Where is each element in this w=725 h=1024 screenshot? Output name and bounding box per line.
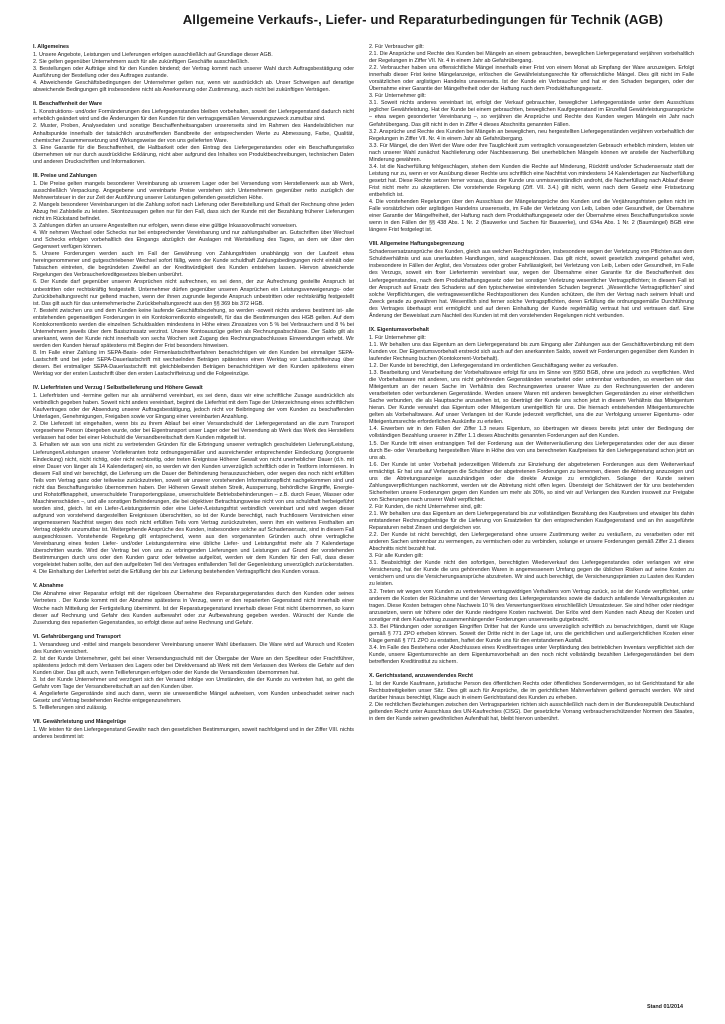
section-heading: V. Abnahme [33, 583, 64, 590]
section-heading: II. Beschaffenheit der Ware [33, 101, 102, 108]
clause-paragraph: 3. Zahlungen dürfen an unsere Angestellten nur erfolgen, wenn diese eine gültige Inkassovollmacht vorweisen. [33, 223, 298, 230]
clause-paragraph: 2. Die rechtlichen Beziehungen zwischen den Vertragsparteien richten sich ausschließlich nach dem in der Bundesrepublik Deutschland geltenden Recht unter Ausschluss des UN-Kaufrechtes (CISG). Der gesetzliche Vorrang verbraucherschützender Normen des Staates, in dem der Kunde seinen gewöhnlichen Aufenthalt hat, bleibt hiervon unberührt. [369, 702, 694, 723]
clause-paragraph: 1.6. Der Kunde ist unter Vorbehalt jederzeitigen Widerrufs zur Einziehung der abgetretenen Forderungen aus dem Weiterverkauf ermächtigt. Er hat uns auf Verlangen die Schuldner der abgetretenen Forderungen zu benennen, diesen die Abtretung anzuzeigen und uns die Abtretungsanzeige auszuhändigen oder die direkte Anzeige zu ermöglichen. Solange der Kunde seinen Zahlungsverpflichtungen nachkommt, werden wir die Abtretung nicht offen legen. Übersteigt der Schätzwert der für uns bestehenden Sicherheiten unsere Forderungen gegen den Kunden um mehr als 30%, so sind wir auf Verlangen des Kunden insoweit zur Freigabe von Sicherungen nach unserer Wahl verpflichtet. [369, 461, 694, 503]
clause-paragraph: 1. Die Preise gelten mangels besonderer Vereinbarung ab unserem Lager oder bei Versendung vom Herstellerwerk aus ab Werk, ausschließlich Verpackung. Angegebene und vereinbarte Preise verstehen sich Unternehmern gegenüber netto zuzüglich der Mehrwertsteuer in der zur Zeit der Ausführung unserer Leistungen geltenden gesetzlichen Höhe. [33, 180, 354, 201]
clause-paragraph: 3.3. Für Mängel, die den Wert der Ware oder ihre Tauglichkeit zum vertraglich vorausgesetzten Gebrauch erheblich mindern, leisten wir nach unserer Wahl zunächst Nachlieferung oder Nachbesserung. Bei unerheblichen Mängeln können wir anstelle der Nacherfüllung Minderung gewähren. [369, 142, 694, 163]
clause-paragraph: 1.1. Wir behalten uns das Eigentum an dem Liefergegenstand bis zum Eingang aller Zahlungen aus der Geschäftsverbindung mit dem Kunden vor. Der Eigentumsvorbehalt erstreckt sich auch auf den anerkannten Saldo, soweit wir Forderungen gegenüber dem Kunden in laufender Rechnung buchen (Kontokorrent-Vorbehalt). [369, 341, 694, 362]
clause-paragraph: 1.5. Der Kunde tritt einen erstrangigen Teil der Forderung aus der Weiterveräußerung des Liefergegenstandes oder der aus dieser durch Be- oder Verarbeitung hergestellten Ware in Höhe des von uns berechneten Kaufpreises für den Liefergegenstand schon jetzt an uns ab. [369, 440, 694, 461]
clause-paragraph: 1.2. Der Kunde ist berechtigt, den Liefergegenstand im ordentlichen Geschäftsgang weiter zu verkaufen. [369, 363, 619, 370]
page-title: Allgemeine Verkaufs-, Liefer- und Reparaturbedingungen für Technik (AGB) [182, 12, 663, 27]
clause-paragraph: 6. Der Kunde darf gegenüber unseren Ansprüchen nicht aufrechnen, es sei denn, der zur Aufrechnung gestellte Anspruch ist unbestritten oder rechtskräftig festgestellt. Unternehmer dürfen gegenüber unseren Ansprüchen ein Leistungsverweigerungs- oder Zurückbehaltungsrecht nur geltend machen, wenn der ihnen zugrunde liegende Anspruch unbestritten oder rechtskräftig festgestellt ist. Das gilt auch für das unternehmerische Zurückbehaltungsrecht aus den §§ 369 bis 372 HGB. [33, 279, 354, 307]
clause-paragraph: 2.2. Der Kunde ist nicht berechtigt, den Liefergegenstand ohne unsere Zustimmung weiter zu veräußern, zu verarbeiten oder mit anderen Sachen untrennbar zu vermengen, zu vermischen oder zu verbinden, solange er unsere Forderungen gemäß Ziffer 2.1 dieses Abschnitts nicht bezahlt hat. [369, 532, 694, 553]
clause-paragraph: 4. Wir nehmen Wechsel oder Schecks nur bei entsprechender Vereinbarung und nur zahlungshalber an. Gutschriften über Wechsel und Schecks erfolgen vorbehaltlich des Eingangs abzüglich der Auslagen mit Wertstellung des Tages, an dem wir über den Gegenwert verfügen können. [33, 230, 354, 251]
clause-paragraph: 2. Die Lieferzeit ist eingehalten, wenn bis zu ihrem Ablauf bei einer Versandschuld der Liefergegenstand an die zum Transport vorgesehene Person übergeben wurde, oder bei Eigentransport unser Lager oder bei Versendung ab Werk das Werk des Herstellers verlassen hat oder bei einer Holschuld die Versandbereitschaft dem Kunden mitgeteilt ist. [33, 421, 354, 442]
clause-paragraph: 3.3. Bei Pfändungen oder sonstigen Eingriffen Dritter hat der Kunde uns unverzüglich schriftlich zu benachrichtigen, damit wir Klage gemäß § 771 ZPO erheben können. Soweit der Dritte nicht in der Lage ist, uns die gerichtlichen und außergerichtlichen Kosten einer Klage gemäß § 771 ZPO zu erstatten, haftet der Kunde uns für den entstandenen Ausfall. [369, 623, 694, 644]
clause-paragraph: 4. Angelieferte Gegenstände sind auch dann, wenn sie unwesentliche Mängel aufweisen, vom Kunden unbeschadet seiner nach Gesetz und Vertrag bestehenden Rechte entgegenzunehmen. [33, 691, 354, 705]
section-heading: VI. Gefahrübergang und Transport [33, 633, 121, 640]
clause-paragraph: 1. Ist der Kunde Kaufmann, juristische Person des öffentlichen Rechts oder öffentliches Sondervermögen, so ist Gerichtsstand für alle Rechtsstreitigkeiten unser Sitz. Dies gilt auch für Ansprüche, die im gerichtlichen Mahnverfahren geltend gemacht werden. Wir sind darüber hinaus berechtigt, Klage auch in einem Gerichtsstand des Kunden zu erheben. [369, 681, 694, 702]
clause-paragraph: 3.4. Im Falle des Bestehens oder Abschlusses eines Kreditvertrages unter Verpfändung des betrieblichen Inventars verpflichtet sich der Kunde, unsere Eigentumsrechte an dem Eigentumsvorbehalt an den noch nicht vollständig bezahlten Liefergegenständen bei dem betreffenden Kreditinstitut zu sichern. [369, 644, 694, 665]
clause-paragraph: 2. Mangels besonderer Vereinbarungen ist die Zahlung sofort nach Lieferung oder Bereitstellung und Erhalt der Rechnung ohne jeden Abzug frei Zahlstelle zu leisten. Skontozusagen gelten nur für den Fall, dass sich der Kunde mit der Bezahlung früherer Lieferungen nicht im Rückstand befindet. [33, 201, 354, 223]
clause-paragraph: 3. Ist der Kunde Unternehmer und verzögert sich der Versand infolge von Umständen, die der Kunde zu vertreten hat, so geht die Gefahr vom Tage der Versandbereitschaft an auf den Kunden über. [33, 676, 354, 690]
clause-paragraph: 3.2. Treten wir wegen vom Kunden zu vertretenen vertragswidrigen Verhaltens vom Vertrag zurück, so ist der Kunde verpflichtet, unter anderem die Kosten der Rücknahme und der Verwertung des Liefergegenstandes sowie die dadurch anfallende Verwaltungskosten zu tragen. Diese Kosten betragen ohne Nachweis 10 % des Verwertungserlöses einschließlich Umsatzsteuer. Sie sind höher oder niedriger anzusetzen, wenn wir höhere oder der Kunde niedrigere Kosten nachweist. Der Erlös wird dem Kunden nach Abzug der Kosten und sonstiger mit dem Kaufvertrag zusammenhängender Forderungen unsererseits gutgebracht. [369, 588, 694, 623]
clause-paragraph: 1. Lieferfristen und -termine gelten nur als annähernd vereinbart, es sei denn, dass wir eine schriftliche Zusage ausdrücklich als verbindlich gegeben haben. Soweit nicht anders vereinbart, beginnt die Lieferfrist mit dem Tage der Unterzeichnung eines schriftlichen Kaufvertrages oder der Absendung unserer Auftragsbestätigung, jedoch nicht vor Beibringung der vom Kunden zu beschaffenden Unterlagen, Genehmigungen, Freigaben sowie vor Eingang einer vereinbarten Anzahlung. [33, 393, 354, 421]
clause-paragraph: Die Abnahme einer Reparatur erfolgt mit der rügelosen Übernahme des Reparaturgegenstandes durch den Kunden oder seines Vertreters . Der Kunde kommt mit der Abnahme spätestens in Verzug, wenn er den reparierten Gegenstand nicht innerhalb einer Woche nach Mitteilung der Fertigstellung übernimmt. Ist der Reparaturgegenstand innerhalb dieser Frist nicht übernommen, so kann dieser auf Rechnung und Gefahr des Kunden aufbewahrt oder zur Aufbewahrung gegeben werden. Wünscht der Kunde die Zusendung des reparierten Gegenstandes, so erfolgt diese auf seine Rechnung und Gefahr. [33, 591, 354, 626]
clause-paragraph: 4. Die vorstehenden Regelungen über den Ausschluss der Mängelansprüche des Kunden und die Verjährungsfristen gelten nicht im Falle vorsätzlichen oder arglistigen Handelns unsererseits, im Falle der Verletzung von Leib, Leben oder Gesundheit, der Übernahme einer Garantie der Mängelfreiheit, der Haftung nach dem Produkthaftungsgesetz oder der Übernahme eines Beschaffungsrisikos sowie wenn in den Fällen der §§ 438 Abs. 1 Nr. 2 (Bauwerke und Sachen für Bauwerke), und 634a Abs. 1 Nr. 2 (Baumängel) BGB eine längere Frist festgelegt ist. [369, 199, 694, 234]
clause-paragraph: 4. Die Einhaltung der Lieferfrist setzt die Erfüllung der bis zur Lieferung bestehenden Vertragspflicht des Kunden voraus. [33, 569, 320, 576]
clause-paragraph: 3.1. Beabsichtigt der Kunde nicht den sofortigen, berechtigten Wiederverkauf des Liefergegenstandes oder verlangen wir eine Versicherung, hat der Kunde die uns gehörenden Waren in angemessenem Umfang gegen die üblichen Risiken auf seine Kosten zu versichern und uns die Versicherungsansprüche abzutreten. Wir sind auch berechtigt, die Versicherungsprämien zu Lasten des Kunden zu leisten. [369, 560, 694, 588]
clause-paragraph: Schadensersatzansprüche des Kunden, gleich aus welchen Rechtsgründen, insbesondere wegen der Verletzung von Pflichten aus dem Schuldverhältnis und aus unerlaubten Handlungen, sind ausgeschlossen. Das gilt nicht, soweit gesetzlich zwingend gehaftet wird, insbesondere in Fällen der Arglist, des Vorsatzes oder grober Fahrlässigkeit, bei Verletzung von Leib, Leben oder Gesundheit, im Falle des Verzugs, soweit ein fixer Liefertermin vereinbart war, wegen der Übernahme einer Garantie für die Beschaffenheit des Liefergegenstandes, nach dem Produkthaftungsgesetz oder bei sonstiger Verletzung wesentlicher Vertragspflichten; in diesem Fall ist der Anspruch auf Ersatz des Schadens auf den typischerweise eintretenden Schaden begrenzt. „Wesentliche Vertragspflichten“ sind solche Verpflichtungen, die vertragswesentliche Rechtspositionen des Kunden schützen, die ihm der Vertrag nach seinem Inhalt und Zweck gerade zu gewähren hat. Wesentlich sind ferner solche Vertragspflichten, deren Erfüllung die ordnungsgemäße Durchführung des Vertrages überhaupt erst ermöglicht und auf deren Einhaltung der Kunde regelmäßig vertraut hat und vertrauen darf. Eine Änderung der Beweislast zum Nachteil des Kunden ist mit den vorstehenden Regelungen nicht verbunden. [369, 249, 694, 319]
section-heading: VIII. Allgemeine Haftungsbegrenzung [369, 241, 465, 248]
clause-paragraph: 2.1. Wir behalten uns das Eigentum an dem Liefergegenstand bis zur vollständigen Bezahlung des Kaufpreises und etwaiger bis dahin entstandener Rechnungsbeträge für die Lieferung von Ersatzteilen für den entsprechenden Kaufgegenstand und an ihn ausgeführte Reparaturen nebst Zinsen und dergleichen vor. [369, 511, 694, 532]
clause-paragraph: 1.4. Erwerben wir in den Fällen der Ziffer 1.3 neues Eigentum, so übertragen wir dieses bereits jetzt unter der Bedingung der vollständigen Bezahlung unserer in Ziffer 1.1 dieses Abschnitts genannten Forderungen auf den Kunden. [369, 426, 694, 440]
section-heading: III. Preise und Zahlungen [33, 172, 97, 179]
clause-paragraph: 2. Sie gelten gegenüber Unternehmern auch für alle zukünftigen Geschäfte ausschließlich. [33, 59, 250, 66]
clause-paragraph: 8. Im Falle einer Zahlung im SEPA-Basis- oder Firmenlastschriftverfahren benachrichtigen wir den Kunden bei einmaliger SEPA-Lastschrift und bei jeder SEPA-Dauerlastschrift mit wechselnden Beträgen spätestens einen Werktag vor Lastschrifteinzug über diesen. Bei erstmaliger SEPA-Dauerlastschrift mit gleichbleibenden Beträgen benachrichtigen wir den Kunden spätestens einen Werktag vor der ersten Lastschrift über den ersten Lastschrifteinzug und die Folgeeinzüge. [33, 349, 354, 378]
clause-paragraph: 3.1. Soweit nichts anderes vereinbart ist, erfolgt der Verkauf gebrauchter, beweglicher Liefergegenstände unter dem Ausschluss jeglicher Gewährleistung. Hat der Kunde bei einem gebrauchten, beweglichen Kaufgegenstand im Einzelfall Gewährleistungsansprüche – etwa wegen gesonderter Vereinbarung –, so verjähren die Ansprüche und Rechte des Kunden wegen Mängeln ein Jahr nach Gefahrübergang. Das gilt nicht in den in Ziffer 4 dieses Abschnitts genannten Fällen. [369, 100, 694, 128]
clause-paragraph: 3. Bestellungen oder Aufträge sind für den Kunden bindend; der Vertrag kommt nach unserer Wahl durch Auftragsbestätigung oder Ausführung der Bestellung oder des Auftrages zustande. [33, 66, 354, 80]
clause-paragraph: 2. Ist der Kunde Unternehmer, geht bei einer Versendungsschuld mit der Übergabe der Ware an den Spediteur oder Frachtführer, spätestens jedoch mit dem Verlassen des Lagers oder bei Direktversand ab Werk mit dem Verlassen des Werkes die Gefahr auf den Kunden über. Das gilt auch, wenn Teillieferungen erfolgen oder der Kunde die Versandkosten übernommen hat. [33, 655, 354, 676]
section-heading: IX. Eigentumsvorbehalt [369, 326, 429, 333]
version-stamp: Stand 01/2014 [647, 1004, 683, 1010]
clause-paragraph: 2.2. Verbraucher haben uns offensichtliche Mängel innerhalb einer Frist von einem Monat ab Empfang der Ware anzuzeigen. Erfolgt innerhalb dieser Frist keine Mängelanzeige, erlöschen die Gewährleistungsrechte für offensichtliche Mängel. Dies gilt nicht im Falle vorsätzlichen oder arglistigen Handelns unsererseits. Ist der Kunde ein Verbraucher und hat er den Schaden begangen, oder der Übernahme einer Garantie der Mängelfreiheit oder der Haftung nach dem Produkthaftungsgesetz. [369, 65, 694, 93]
clause-paragraph: 3. Für alle Kunden gilt: [369, 553, 423, 560]
clause-paragraph: 5. Unsere Forderungen werden auch im Fall der Gewährung von Zahlungsfristen unabhängig von der Laufzeit etwa hereingenommener und gutgeschriebener Wechsel sofort fällig, wenn der Kunde schuldhaft Zahlungsbedingungen nicht einhält oder Tatsachen eintreten, die begründeten Zweifel an der Kreditwürdigkeit des Kunden entstehen lassen. Hiervon abweichende Regelungen des Verbraucherkreditgesetzes bleiben unberührt. [33, 251, 354, 279]
clause-paragraph: 3. Eine Garantie für die Beschaffenheit, die Haltbarkeit oder den Eintrag des Liefergegenstandes oder ein Beschaffungsrisiko übernehmen wir nur durch ausdrückliche Erklärung, nicht aber aufgrund des Inhaltes von Produktbeschreibungen, technischen Daten und anderen Druckschriften und Informationen. [33, 144, 354, 165]
clause-paragraph: 1. Versandweg und -mittel sind mangels besonderer Vereinbarung unserer Wahl überlassen. Die Ware wird auf Wunsch und Kosten des Kunden versichert. [33, 641, 354, 655]
clause-paragraph: 1.3. Bearbeitung und Verarbeitung der Vorbehaltsware erfolgt für uns im Sinne von §950 BGB, ohne uns jedoch zu verpflichten. Wird die Vorbehaltsware mit anderen, uns nicht gehörenden Gegenständen verarbeitet oder untrennbar verbunden, so erwerben wir das Miteigentum an der neuen Sache im Verhältnis des Rechnungswertes unserer Ware zu den Rechnungswerten der anderen verarbeiteten oder verbundenen Gegenstände. Werden unsere Waren mit anderen beweglichen Gegenständen zu einer einheitlichen Sache verbunden, die als Hauptsache anzusehen ist, so überträgt der Kunde uns schon jetzt in diesem Verhältnis das Miteigentum hieran. Der Kunde verwahrt das Eigentum oder Miteigentum unentgeltlich für uns. Die hiernach entstehenden Miteigentumsrechte gelten als Vorbehaltsware. Auf unser Verlangen ist der Kunde jederzeit verpflichtet, uns die zur Verfolgung unserer Eigentums- oder Miteigentumsrechte erforderlichen Auskünfte zu erteilen. [369, 370, 694, 426]
clause-paragraph: 3. Für Unternehmer gilt: [369, 93, 426, 100]
clause-paragraph: 7. Besteht zwischen uns und dem Kunden keine laufende Geschäftsbeziehung, so werden -soweit nichts anderes bestimmt ist- alle entstehenden gegenseitigen Forderungen in ein Kontokorrentkonto eingestellt, für das die Bestimmungen des HGB gelten. Auf dem Kontokorrentkonto werden die einzelnen Schuldsalden mindestens in Höhe eines Zinssatzes von 5 % bei Verbrauchern und 8 % bei Unternehmern jeweils über dem Basiszinssatz verzinst. Unsere Kontoauszüge gelten als Rechnungsabschlüsse. Der Saldo gilt als anerkannt, wenn der Kunde nicht innerhalb von sechs Wochen seit Zugang des Rechnungsabschlusses Einwendungen erhebt. Wir werden den Kunden hierauf spätestens mit Beginn der Frist besonders hinweisen. [33, 307, 354, 349]
clause-paragraph: 2. Für Kunden, die nicht Unternehmer sind, gilt: [369, 503, 482, 510]
section-heading: IV. Lieferfristen und Verzug / Selbstbelieferung und Höhere Gewalt [33, 385, 203, 392]
clause-paragraph: 3.4. Ist die Nacherfüllung fehlgeschlagen, stehen dem Kunden die Rechte auf Minderung, Rücktritt und/oder Schadensersatz statt der Leistung nur zu, wenn er vor Ausübung dieser Rechte uns schriftlich eine Nachfrist von mindestens 14 Kalendertagen zur Nacherfüllung gesetzt hat. Diese Rechte setzen ferner voraus, dass der Kunde uns unmissverständlich androht, die Nacherfüllung nach Ablauf dieser Frist nicht mehr zu akzeptieren. Die vorstehende Regelung (Ziff. VII. 3.4.) gilt nicht, wenn nach dem Gesetz eine Fristsetzung entbehrlich ist. [369, 163, 694, 198]
clause-paragraph: 3.2. Ansprüche und Rechte des Kunden bei Mängeln an beweglichen, neu hergestellten Liefergegenständen verjähren vorbehaltlich der Regelungen in Ziffer VII. Nr. 4 in einem Jahr ab Gefahrübergang. [369, 128, 694, 142]
section-heading: I. Allgemeines [33, 44, 70, 50]
section-heading: X. Gerichtsstand, anzuwendendes Recht [369, 673, 473, 680]
clause-paragraph: 5. Teillieferungen sind zulässig. [33, 705, 108, 712]
section-heading: VII. Gewährleistung und Mängelrüge [33, 719, 127, 726]
clause-paragraph: 1. Unsere Angebote, Leistungen und Lieferungen erfolgen ausschließlich auf Grundlage dieser AGB. [33, 52, 273, 59]
clause-paragraph: 2. Für Verbraucher gilt: [369, 44, 424, 50]
right-column [369, 44, 694, 1016]
clause-paragraph: 1. Konstruktions- und/oder Formänderungen des Liefergegenstandes bleiben vorbehalten, soweit der Liefergegenstand dadurch nicht erheblich geändert wird und die Änderungen für den Kunden für den vertragsgemäßen Verwendungszweck zumutbar sind. [33, 109, 354, 123]
clause-paragraph: 1. Für Unternehmer gilt: [369, 334, 426, 341]
clause-paragraph: 2.1. Die Ansprüche und Rechte des Kunden bei Mängeln an einem gebrauchten, beweglichen Liefergegenstand verjähren vorbehaltlich der Regelungen in Ziffer VII. Nr. 4 in einem Jahr ab Gefahrübergang. [369, 51, 694, 65]
clause-paragraph: 4. Abweichende Geschäftsbedingungen der Unternehmer gelten nur, wenn wir ausdrücklich ab. Unser Schweigen auf derartige abweichende Bedingungen gilt insbesondere nicht als Anerkennung oder Zustimmung, auch nicht bei zukünftigen Verträgen. [33, 80, 354, 94]
left-column [33, 44, 354, 1016]
clause-paragraph: 2. Muster, Proben, Analysedaten und sonstige Beschaffenheitsangaben unsererseits sind im Rahmen des Handelsüblichen nur Anhaltspunkte innerhalb der tatsächlich anzutreffenden Bandbreite der entsprechenden Werte zu Abmessung, Farbe, Qualität, chemischer Zusammensetzung und Wirkungsweise der von uns gelieferten Ware. [33, 123, 354, 144]
clause-paragraph: 3. Erhalten wir aus von uns nicht zu vertretenden Gründen für die Erbringung unserer vertraglich geschuldeten Lieferung/Leistung, Lieferungen/Leistungen unserer Vorlieferanten trotz ordnungsgemäßer und ausreichender entsprechender Eindeckung (kongruente Eindeckung) nicht, nicht richtig, oder nicht rechtzeitig, oder treten Ereignisse Höherer Gewalt von nicht unerheblicher Dauer (d.h. mit einer Dauer von länger als 14 Kalendertagen) ein, so werden wir den Kunden unverzüglich schriftlich oder in Textform informieren. In diesem Fall sind wir berechtigt, die Lieferung um die Dauer der Behinderung herauszuschieben, oder wegen des noch nicht erfüllten Teils vom Vertrag ganz oder teilweise zurückzutreten, soweit wir unserer vorstehenden Informationspflicht nachgekommen sind und nicht das Beschaffungsrisiko übernommen haben. Der Höheren Gewalt stehen Streik, Aussperrung, behördliche Eingriffe, Energie- und Rohstoffknappheit, unverschuldete Transportengpässe, unverschuldete Betriebsbehinderungen – z.B. durch Feuer, Wasser oder Maschinenschäden –, und alle sonstigen Behinderungen, die bei objektiver Betrachtungsweise nicht von uns schuldhaft herbeigeführt worden sind, gleich. Ist ein Liefer-/Leistungstermin oder eine Liefer-/Leistungsfrist verbindlich vereinbart und wird wegen dieser aufgrund von vorstehend dargestellten Ereignissen überschritten, so ist der Kunde berechtigt, nach fruchtlosem Verstreichen einer angemessenen Nachfrist wegen des noch nicht erfüllten Teils vom Vertrag zurückzutreten, wenn ihm ein weiteres Festhalten am Vertrag objektiv unzumutbar ist. Weitergehende Ansprüche des Kunden, insbesondere solche auf Schadensersatz, sind in diesem Fall ausgeschlossen. Vorstehende Regelung gilt entsprechend, wenn aus den vorgenannten Gründen auch ohne vertragliche Vereinbarung eines festen Liefer- und/oder Leistungstermins eine übliche Liefer- und Leistungsfrist mehr als 7 Kalendertage überschritten wurde. Wird der Vertrag bei von uns zu erbringenden Lieferungen und Leistungen auf Grund der vorstehenden Bestimmungen durch uns oder den Kunden ganz oder teilweise aufgelöst, werden wir dem Kunden für den Fall, dass dieser vorgeleistet haben sollte, den auf den aufgelösten Teil des Vertrages entfallenden Teil der Gegenleistung unverzüglich zurückerstatten. [33, 442, 354, 569]
clause-paragraph: 1. Wir leisten für den Liefergegenstand Gewähr nach den gesetzlichen Bestimmungen, soweit nachfolgend und in der Ziffer VIII. nichts anderes bestimmt ist: [33, 727, 354, 741]
